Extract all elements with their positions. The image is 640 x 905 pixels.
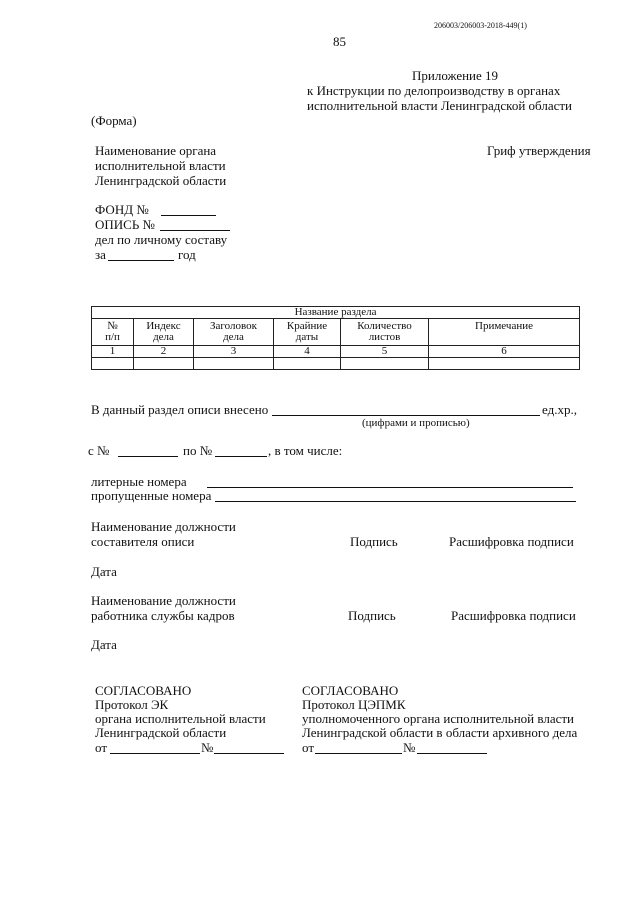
za-label: за <box>95 247 106 262</box>
agreed-left-title: СОГЛАСОВАНО <box>95 683 192 698</box>
hr-signature: Подпись <box>348 608 396 623</box>
empty-cell[interactable] <box>429 358 580 370</box>
org-line-3: Ленинградской области <box>95 173 227 188</box>
header-cell-sheets: Количество листов <box>341 319 429 346</box>
column-number-4: 4 <box>274 346 341 358</box>
year-blank[interactable] <box>108 260 174 261</box>
column-number-2: 2 <box>134 346 194 358</box>
compiler-signature: Подпись <box>350 534 398 549</box>
agreed-left-line-1: Протокол ЭК <box>95 697 169 712</box>
from-label: с № <box>88 443 110 458</box>
empty-cell[interactable] <box>92 358 134 370</box>
from-blank[interactable] <box>118 456 178 457</box>
fond-number-blank[interactable] <box>161 215 216 216</box>
opis-label: ОПИСЬ № <box>95 217 155 232</box>
document-code: 206003/206003-2018-449(1) <box>434 21 527 30</box>
hr-line-2: работника службы кадров <box>91 608 235 623</box>
compiler-date: Дата <box>91 564 117 579</box>
appendix-title: Приложение 19 <box>412 68 499 83</box>
hr-decryption: Расшифровка подписи <box>451 608 576 623</box>
opis-number-blank[interactable] <box>160 230 230 231</box>
header-cell-dates: Крайние даты <box>274 319 341 346</box>
empty-cell[interactable] <box>194 358 274 370</box>
agreed-left-line-2: органа исполнительной власти <box>95 711 266 726</box>
agreed-right-title: СОГЛАСОВАНО <box>302 683 399 698</box>
empty-cell[interactable] <box>134 358 194 370</box>
appendix-line-2: исполнительной власти Ленинградской области <box>307 98 573 113</box>
empty-cell[interactable] <box>274 358 341 370</box>
agreed-right-num: № <box>403 740 416 755</box>
header-cell-note: Примечание <box>429 319 580 346</box>
literal-label: литерные номера <box>91 474 187 489</box>
agreed-left-line-3: Ленинградской области <box>95 725 227 740</box>
empty-cell[interactable] <box>341 358 429 370</box>
agreed-right-number-blank[interactable] <box>417 753 487 754</box>
approval-stamp-label: Гриф утверждения <box>487 143 591 158</box>
column-number-3: 3 <box>194 346 274 358</box>
entered-label: В данный раздел описи внесено <box>91 402 269 417</box>
year-label: год <box>178 247 196 262</box>
compiler-line-2: составителя описи <box>91 534 195 549</box>
agreed-right-line-1: Протокол ЦЭПМК <box>302 697 406 712</box>
compiler-line-1: Наименование должности <box>91 519 236 534</box>
form-label: (Форма) <box>91 113 137 128</box>
personnel-label: дел по личному составу <box>95 232 228 247</box>
agreed-left-date-blank[interactable] <box>110 753 200 754</box>
hr-date: Дата <box>91 637 117 652</box>
agreed-right-line-2: уполномоченного органа исполнительной власти <box>302 711 575 726</box>
agreed-left-number-blank[interactable] <box>214 753 284 754</box>
org-line-1: Наименование органа <box>95 143 217 158</box>
missing-label: пропущенные номера <box>91 488 212 503</box>
agreed-right-from: от <box>302 740 315 755</box>
agreed-left-num: № <box>201 740 214 755</box>
agreed-right-date-blank[interactable] <box>315 753 402 754</box>
entered-blank[interactable] <box>272 415 540 416</box>
page-number: 85 <box>333 34 346 49</box>
header-cell-index: Индекс дела <box>134 319 194 346</box>
including-label: , в том числе: <box>268 443 343 458</box>
fond-label: ФОНД № <box>95 202 149 217</box>
appendix-line-1: к Инструкции по делопроизводству в органах <box>307 83 561 98</box>
header-cell-title: Заголовок дела <box>194 319 274 346</box>
missing-blank[interactable] <box>215 501 576 502</box>
literal-blank[interactable] <box>207 487 573 488</box>
agreed-right-line-3: Ленинградской области в области архивного дела <box>302 725 578 740</box>
org-line-2: исполнительной власти <box>95 158 226 173</box>
hr-line-1: Наименование должности <box>91 593 236 608</box>
to-blank[interactable] <box>215 456 267 457</box>
compiler-decryption: Расшифровка подписи <box>449 534 574 549</box>
units-label: ед.хр., <box>542 402 577 417</box>
to-label: по № <box>183 443 213 458</box>
section-title-cell: Название раздела <box>92 307 580 319</box>
column-number-1: 1 <box>92 346 134 358</box>
inventory-table <box>91 306 580 370</box>
column-number-5: 5 <box>341 346 429 358</box>
hint-label: (цифрами и прописью) <box>362 417 470 429</box>
column-number-6: 6 <box>429 346 580 358</box>
header-cell-number: № п/п <box>92 319 134 346</box>
agreed-left-from: от <box>95 740 108 755</box>
